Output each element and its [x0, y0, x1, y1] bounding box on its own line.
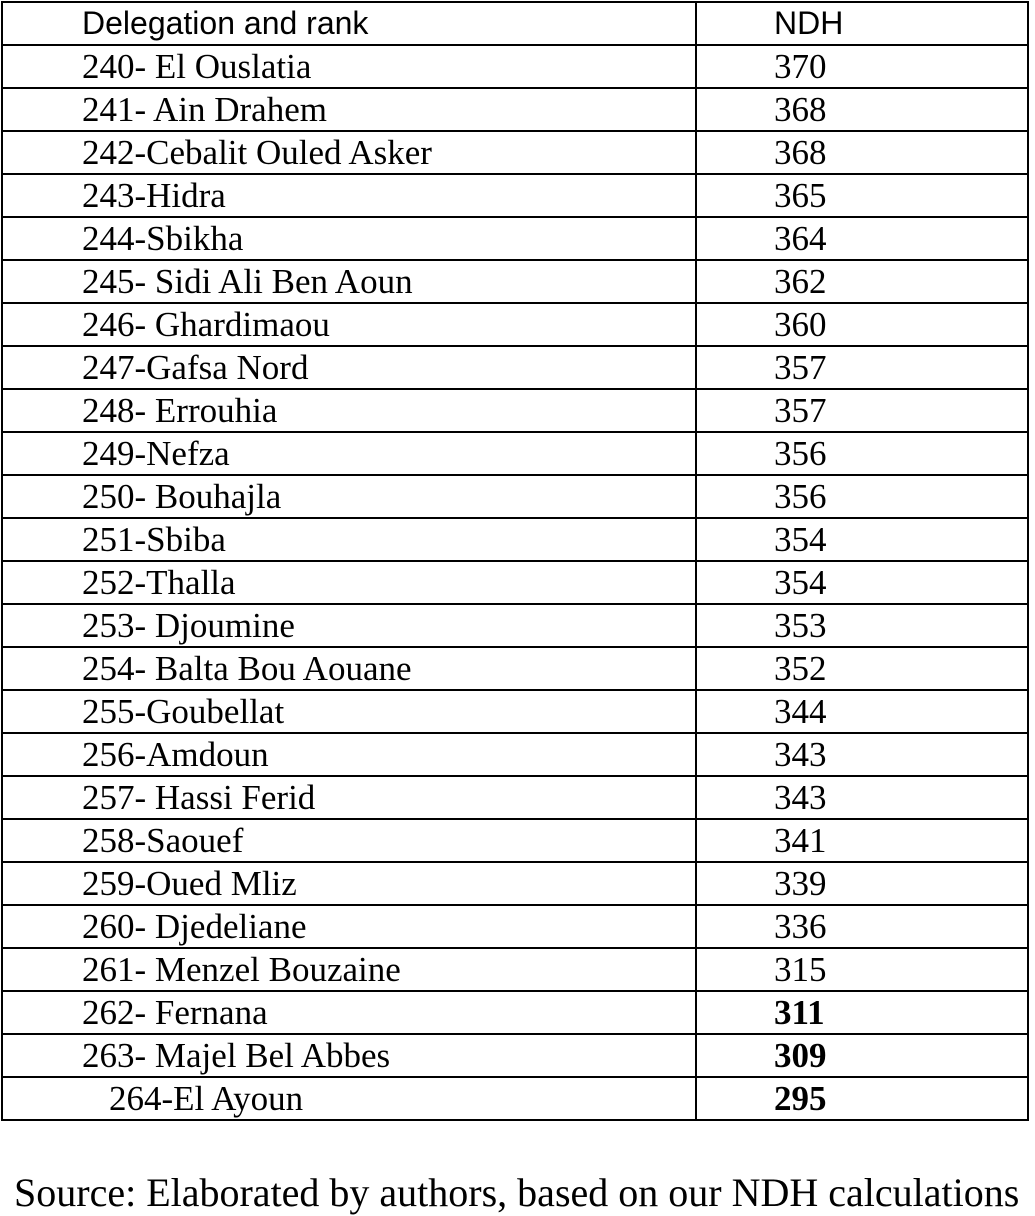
ndh-cell: 344	[696, 690, 1028, 733]
delegation-cell: 253- Djoumine	[2, 604, 696, 647]
ndh-cell: 311	[696, 991, 1028, 1034]
table-row	[2, 174, 1028, 217]
delegation-cell: 258-Saouef	[2, 819, 696, 862]
delegation-cell: 242-Cebalit Ouled Asker	[2, 131, 696, 174]
delegation-cell: 260- Djedeliane	[2, 905, 696, 948]
table-row	[2, 862, 1028, 905]
ndh-cell: 356	[696, 475, 1028, 518]
ndh-cell: 360	[696, 303, 1028, 346]
delegation-cell: 255-Goubellat	[2, 690, 696, 733]
header-ndh: NDH	[696, 2, 1028, 45]
table-row	[2, 45, 1028, 88]
table-row	[2, 346, 1028, 389]
ndh-cell: 356	[696, 432, 1028, 475]
table-row	[2, 217, 1028, 260]
ndh-cell: 368	[696, 131, 1028, 174]
ndh-cell: 343	[696, 733, 1028, 776]
delegation-cell: 240- El Ouslatia	[2, 45, 696, 88]
delegation-cell: 251-Sbiba	[2, 518, 696, 561]
ndh-cell: 339	[696, 862, 1028, 905]
delegation-cell: 250- Bouhajla	[2, 475, 696, 518]
delegation-cell: 246- Ghardimaou	[2, 303, 696, 346]
delegation-ndh-table	[1, 1, 1029, 1121]
delegation-cell: 247-Gafsa Nord	[2, 346, 696, 389]
delegation-cell: 259-Oued Mliz	[2, 862, 696, 905]
ndh-cell: 354	[696, 518, 1028, 561]
table-row	[2, 733, 1028, 776]
delegation-cell: 245- Sidi Ali Ben Aoun	[2, 260, 696, 303]
table-header-row	[2, 2, 1028, 45]
table-row	[2, 88, 1028, 131]
table-row	[2, 948, 1028, 991]
table-row	[2, 905, 1028, 948]
table-row	[2, 776, 1028, 819]
table-row	[2, 561, 1028, 604]
ndh-cell: 343	[696, 776, 1028, 819]
delegation-cell: 254- Balta Bou Aouane	[2, 647, 696, 690]
table-row	[2, 991, 1028, 1034]
delegation-cell: 244-Sbikha	[2, 217, 696, 260]
delegation-cell: 264-El Ayoun	[2, 1077, 696, 1120]
ndh-cell: 364	[696, 217, 1028, 260]
delegation-cell: 248- Errouhia	[2, 389, 696, 432]
table-row	[2, 518, 1028, 561]
ndh-cell: 295	[696, 1077, 1028, 1120]
ndh-cell: 309	[696, 1034, 1028, 1077]
ndh-cell: 365	[696, 174, 1028, 217]
source-note: Source: Elaborated by authors, based on our NDH calculations	[14, 1170, 1020, 1215]
delegation-cell: 243-Hidra	[2, 174, 696, 217]
table-row	[2, 819, 1028, 862]
table-row	[2, 604, 1028, 647]
ndh-cell: 370	[696, 45, 1028, 88]
delegation-cell: 241- Ain Drahem	[2, 88, 696, 131]
ndh-cell: 354	[696, 561, 1028, 604]
ndh-cell: 336	[696, 905, 1028, 948]
delegation-cell: 261- Menzel Bouzaine	[2, 948, 696, 991]
delegation-cell: 263- Majel Bel Abbes	[2, 1034, 696, 1077]
ndh-cell: 352	[696, 647, 1028, 690]
delegation-cell: 262- Fernana	[2, 991, 696, 1034]
table-row	[2, 303, 1028, 346]
table-row	[2, 131, 1028, 174]
ndh-cell: 341	[696, 819, 1028, 862]
delegation-cell: 257- Hassi Ferid	[2, 776, 696, 819]
delegation-cell: 249-Nefza	[2, 432, 696, 475]
header-delegation-and-rank: Delegation and rank	[2, 2, 696, 45]
table-row	[2, 389, 1028, 432]
ndh-cell: 353	[696, 604, 1028, 647]
delegation-cell: 252-Thalla	[2, 561, 696, 604]
table-row	[2, 432, 1028, 475]
ndh-cell: 357	[696, 346, 1028, 389]
delegation-cell: 256-Amdoun	[2, 733, 696, 776]
table-row	[2, 690, 1028, 733]
table-row	[2, 1034, 1028, 1077]
table-row	[2, 260, 1028, 303]
ndh-cell: 362	[696, 260, 1028, 303]
table-row	[2, 475, 1028, 518]
ndh-cell: 368	[696, 88, 1028, 131]
ndh-cell: 357	[696, 389, 1028, 432]
table-row	[2, 647, 1028, 690]
table-row	[2, 1077, 1028, 1120]
ndh-cell: 315	[696, 948, 1028, 991]
